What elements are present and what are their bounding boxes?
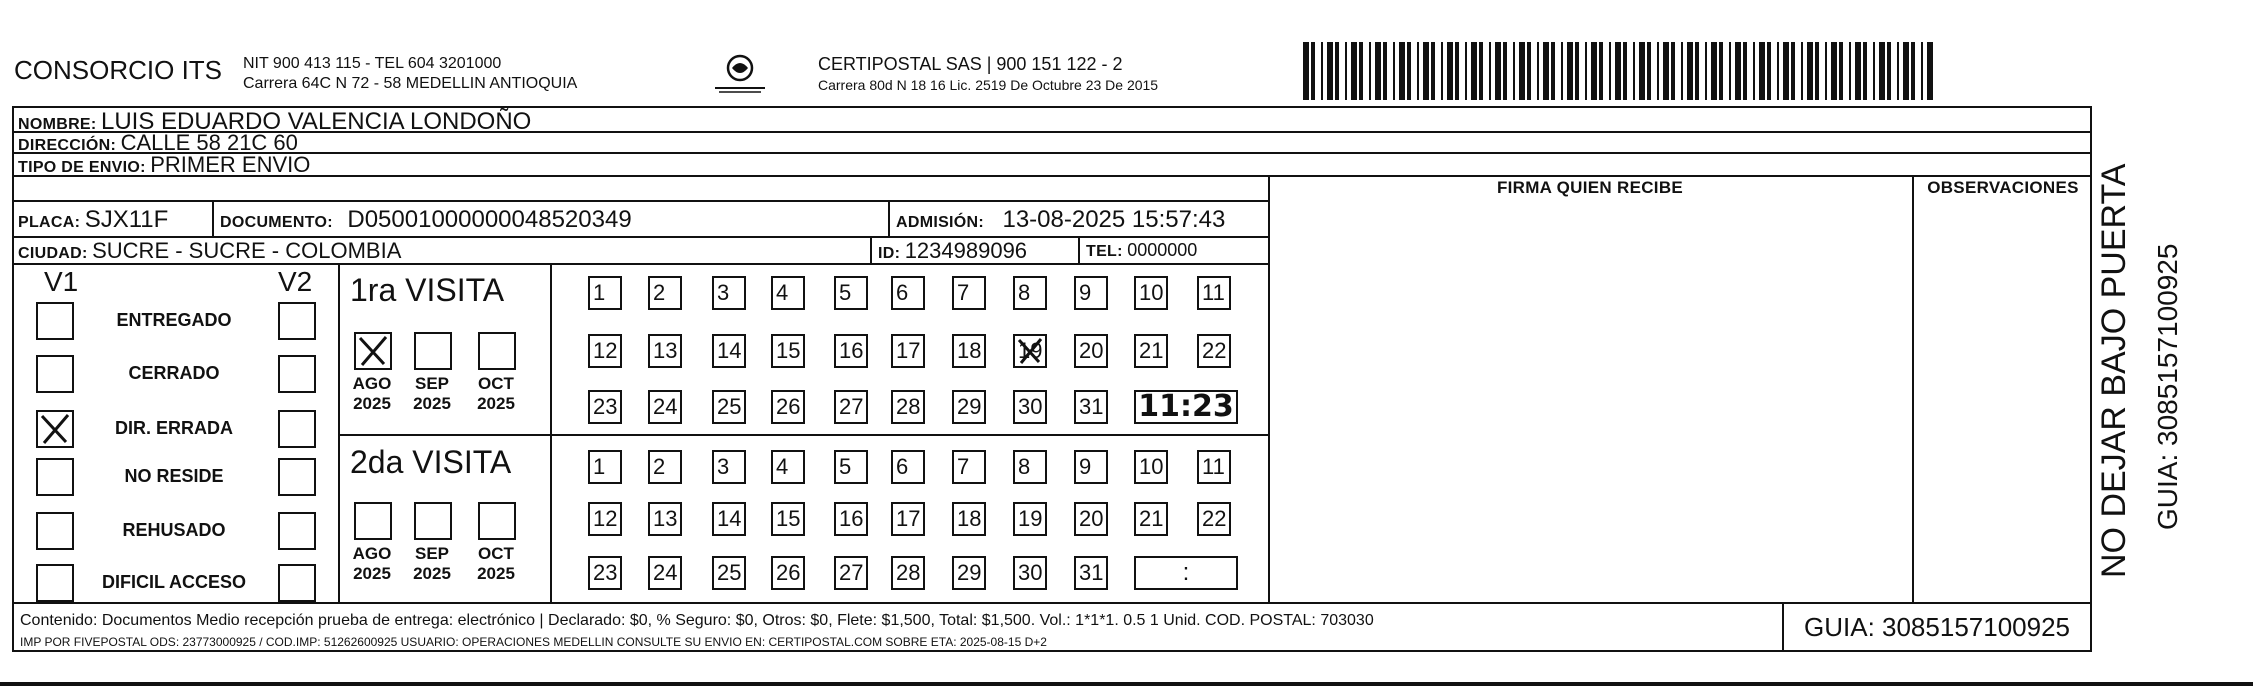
admision-label: ADMISIÓN: — [896, 214, 985, 231]
barcode-bar — [1303, 42, 1309, 100]
placa-label: PLACA: — [18, 214, 81, 231]
month-name: SEP — [414, 544, 450, 563]
barcode-bar — [1903, 42, 1909, 100]
check-mark-icon — [38, 412, 72, 446]
barcode-bar — [1495, 42, 1501, 100]
v2-checkbox[interactable] — [278, 458, 316, 496]
day-box[interactable]: 18 — [952, 334, 986, 368]
barcode-bar — [1567, 42, 1573, 100]
barcode-bar — [1831, 42, 1837, 100]
month-year: 2025 — [353, 564, 391, 583]
day-box[interactable]: 28 — [891, 390, 925, 424]
barcode-bar — [1503, 42, 1507, 100]
month-year: 2025 — [477, 564, 515, 583]
barcode-bar — [1839, 42, 1843, 100]
ciudad-value: SUCRE - SUCRE - COLOMBIA — [92, 238, 402, 263]
barcode-bar — [1423, 42, 1429, 100]
barcode-bar — [1615, 42, 1621, 100]
first-visit-title: 1ra VISITA — [350, 272, 505, 308]
day-box[interactable]: 6 — [891, 276, 925, 310]
barcode-bar — [1657, 42, 1659, 100]
barcode-bar — [1711, 42, 1717, 100]
barcode-bar — [1927, 42, 1933, 100]
barcode-bar — [1575, 42, 1579, 100]
barcode-bar — [1743, 42, 1747, 100]
day-box[interactable]: 19 — [1013, 334, 1047, 368]
barcode-bar — [1537, 42, 1539, 100]
barcode-bar — [1327, 42, 1333, 100]
month-label — [402, 374, 462, 414]
status-option-label: DIR. ERRADA — [114, 418, 233, 438]
contenido-text: Contenido: Documentos Medio recepción prueba de entrega: electrónico | Declarado: $0, % Seguro: $0, Otros: $0, Flete: $1,500, Total: $1,500. Vol.: 1*1*1. 0.5 1 Unid. COD. POSTAL: 703030 — [20, 612, 1374, 629]
direccion-label: DIRECCIÓN: — [18, 137, 117, 154]
barcode-bar — [1599, 42, 1603, 100]
month-year: 2025 — [353, 394, 391, 413]
barcode-bar — [1351, 42, 1357, 100]
barcode-bar — [1897, 42, 1899, 100]
barcode-bar — [1335, 42, 1339, 100]
month-label — [342, 544, 402, 584]
barcode-bar — [1609, 42, 1611, 100]
day-box[interactable]: 10 — [1134, 276, 1168, 310]
v2-checkbox[interactable] — [278, 302, 316, 340]
imp-text: IMP POR FIVEPOSTAL ODS: 23773000925 / COD.IMP: 51262600925 USUARIO: OPERACIONES MEDELLIN CONSULTE SU ENVIO EN: CERTIPOSTAL.COM SOBRE ETA: 2025-08-15 D+2 — [20, 635, 1047, 649]
status-option-label: REHUSADO — [122, 520, 226, 540]
barcode-bar — [1345, 42, 1347, 100]
status-option-label: ENTREGADO — [116, 310, 232, 330]
documento-value: D05001000000048520349 — [347, 206, 632, 233]
barcode-bar — [1879, 42, 1885, 100]
tipo-value: PRIMER ENVIO — [150, 152, 311, 177]
company-nit: NIT 900 413 115 - TEL 604 3201000 — [243, 55, 502, 72]
barcode-bar — [1663, 42, 1669, 100]
day-box[interactable]: 11 — [1197, 276, 1231, 310]
direccion-value: CALLE 58 21C 60 — [120, 130, 298, 155]
tel-cell — [1086, 240, 1197, 261]
v2-label: V2 — [278, 266, 313, 297]
v1-checkbox[interactable] — [36, 458, 74, 496]
day-box[interactable]: 30 — [1013, 390, 1047, 424]
status-option-label: DIFICIL ACCESO — [101, 572, 246, 592]
visit-time-box[interactable]: : — [1134, 556, 1238, 590]
nombre-value: LUIS EDUARDO VALENCIA LONDOÑO — [101, 108, 532, 135]
barcode-bar — [1681, 42, 1683, 100]
barcode-bar — [1777, 42, 1779, 100]
admision-value: 13-08-2025 15:57:43 — [1002, 206, 1226, 233]
day-box[interactable]: 27 — [834, 556, 868, 590]
day-box[interactable]: 3 — [712, 450, 746, 484]
visit-time-box[interactable]: 11:23 — [1134, 390, 1238, 424]
month-year: 2025 — [413, 394, 451, 413]
barcode-bar — [1647, 42, 1651, 100]
v2-checkbox[interactable] — [278, 410, 316, 448]
observaciones-header: OBSERVACIONES — [1927, 178, 2079, 197]
day-box[interactable]: 22 — [1197, 502, 1231, 536]
month-name: AGO — [352, 544, 392, 563]
day-box[interactable]: 9 — [1074, 276, 1108, 310]
barcode-bar — [1873, 42, 1875, 100]
barcode-bar — [1639, 42, 1645, 100]
barcode-bar — [1729, 42, 1731, 100]
barcode-bar — [1887, 42, 1891, 100]
barcode-bar — [1801, 42, 1803, 100]
day-box[interactable]: 15 — [771, 334, 805, 368]
status-option-label: NO RESIDE — [124, 466, 224, 486]
day-box[interactable]: 8 — [1013, 450, 1047, 484]
check-mark-icon — [1015, 336, 1045, 366]
day-box[interactable]: 25 — [712, 390, 746, 424]
barcode-bar — [1455, 42, 1459, 100]
v1-checkbox[interactable] — [36, 564, 74, 602]
month-name: SEP — [414, 374, 450, 393]
side-warning: NO DEJAR BAJO PUERTA — [2095, 163, 2133, 578]
month-checkbox[interactable] — [414, 502, 452, 540]
side-guia: GUIA: 3085157100925 — [2152, 243, 2183, 530]
check-mark-icon — [356, 334, 390, 368]
nombre-label: NOMBRE: — [18, 116, 97, 133]
courier-license: Carrera 80d N 18 16 Lic. 2519 De Octubre 23 De 2015 — [818, 77, 1159, 93]
day-box[interactable]: 9 — [1074, 450, 1108, 484]
month-year: 2025 — [477, 394, 515, 413]
tipo-row — [18, 154, 310, 179]
barcode-bar — [1825, 42, 1827, 100]
barcode-bar — [1369, 42, 1371, 100]
day-box[interactable]: 12 — [588, 502, 622, 536]
ciudad-cell — [18, 238, 401, 264]
id-label: ID: — [878, 245, 901, 262]
barcode-bar — [1671, 42, 1675, 100]
barcode-bar — [1783, 42, 1789, 100]
month-year: 2025 — [413, 564, 451, 583]
tel-label: TEL: — [1086, 243, 1123, 260]
barcode-bar — [1791, 42, 1795, 100]
barcode-bar — [1359, 42, 1363, 100]
barcode-bar — [1921, 42, 1923, 100]
barcode-bar — [1407, 42, 1411, 100]
barcode-bar — [1753, 42, 1755, 100]
day-box[interactable]: 14 — [712, 334, 746, 368]
courier-name: CERTIPOSTAL SAS | 900 151 122 - 2 — [818, 54, 1123, 74]
barcode-bar — [1489, 42, 1491, 100]
barcode-bar — [1551, 42, 1555, 100]
day-box[interactable]: 17 — [891, 502, 925, 536]
barcode-bar — [1911, 42, 1915, 100]
barcode-bar — [1687, 42, 1693, 100]
day-box[interactable]: 12 — [588, 334, 622, 368]
company-address: Carrera 64C N 72 - 58 MEDELLIN ANTIOQUIA — [243, 75, 578, 92]
day-box[interactable]: 26 — [771, 556, 805, 590]
day-box[interactable]: 4 — [771, 276, 805, 310]
barcode-bar — [1447, 42, 1453, 100]
day-box[interactable]: 8 — [1013, 276, 1047, 310]
day-box[interactable]: 23 — [588, 556, 622, 590]
day-box[interactable]: 2 — [648, 450, 682, 484]
day-box[interactable]: 23 — [588, 390, 622, 424]
day-box[interactable]: 18 — [952, 502, 986, 536]
barcode-bar — [1321, 42, 1323, 100]
id-value: 1234989096 — [904, 238, 1028, 263]
day-box[interactable]: 28 — [891, 556, 925, 590]
month-label — [466, 374, 526, 414]
day-box[interactable]: 14 — [712, 502, 746, 536]
barcode-bar — [1375, 42, 1381, 100]
placa-cell — [18, 206, 168, 234]
documento-cell — [220, 206, 632, 234]
day-box[interactable]: 20 — [1074, 502, 1108, 536]
courier-logo-icon — [705, 50, 775, 95]
barcode-bar — [1807, 42, 1813, 100]
barcode-bar — [1849, 42, 1851, 100]
placa-value: SJX11F — [84, 206, 169, 233]
barcode-bar — [1393, 42, 1395, 100]
month-checkbox[interactable] — [354, 502, 392, 540]
documento-label: DOCUMENTO: — [220, 214, 333, 231]
tel-value: 0000000 — [1127, 240, 1198, 260]
day-box[interactable]: 21 — [1134, 334, 1168, 368]
month-name: OCT — [478, 374, 514, 393]
barcode-bar — [1705, 42, 1707, 100]
day-box[interactable]: 24 — [648, 390, 682, 424]
barcode-bar — [1479, 42, 1483, 100]
barcode-bar — [1513, 42, 1515, 100]
day-box[interactable]: 31 — [1074, 390, 1108, 424]
day-box[interactable]: 15 — [771, 502, 805, 536]
barcode-bar — [1311, 42, 1315, 100]
barcode-bar — [1695, 42, 1699, 100]
day-box[interactable]: 26 — [771, 390, 805, 424]
day-box[interactable]: 7 — [952, 450, 986, 484]
footer-guia: GUIA: 3085157100925 — [1804, 612, 2070, 642]
barcode-bar — [1623, 42, 1627, 100]
day-box[interactable]: 10 — [1134, 450, 1168, 484]
v2-checkbox[interactable] — [278, 564, 316, 602]
day-box[interactable]: 7 — [952, 276, 986, 310]
barcode-bar — [1633, 42, 1635, 100]
day-box[interactable]: 16 — [834, 334, 868, 368]
day-box[interactable]: 17 — [891, 334, 925, 368]
barcode-bar — [1519, 42, 1525, 100]
ciudad-label: CIUDAD: — [18, 245, 88, 262]
barcode-bar — [1855, 42, 1861, 100]
barcode-bar — [1543, 42, 1549, 100]
day-box[interactable]: 11 — [1197, 450, 1231, 484]
day-box[interactable]: 31 — [1074, 556, 1108, 590]
barcode-bar — [1767, 42, 1771, 100]
v1-checkbox[interactable] — [36, 512, 74, 550]
v2-checkbox[interactable] — [278, 355, 316, 393]
barcode-bar — [1465, 42, 1467, 100]
day-box[interactable]: 13 — [648, 502, 682, 536]
barcode-bar — [1441, 42, 1443, 100]
barcode-bar — [1719, 42, 1723, 100]
v1-label: V1 — [44, 266, 79, 297]
day-box[interactable]: 6 — [891, 450, 925, 484]
v1-checkbox[interactable] — [36, 410, 74, 448]
day-box[interactable]: 21 — [1134, 502, 1168, 536]
v1-checkbox[interactable] — [36, 302, 74, 340]
barcode-bar — [1383, 42, 1387, 100]
admision-cell — [896, 206, 1225, 234]
firma-header: FIRMA QUIEN RECIBE — [1496, 178, 1684, 197]
day-box[interactable]: 5 — [834, 276, 868, 310]
month-checkbox[interactable] — [354, 332, 392, 370]
day-box[interactable]: 27 — [834, 390, 868, 424]
day-box[interactable]: 1 — [588, 276, 622, 310]
day-box[interactable]: 29 — [952, 556, 986, 590]
second-visit-title: 2da VISITA — [350, 444, 512, 480]
tipo-label: TIPO DE ENVIO: — [18, 159, 146, 176]
barcode-bar — [1759, 42, 1765, 100]
day-box[interactable]: 30 — [1013, 556, 1047, 590]
month-checkbox[interactable] — [478, 502, 516, 540]
v1-checkbox[interactable] — [36, 355, 74, 393]
month-name: OCT — [478, 544, 514, 563]
company-name: CONSORCIO ITS — [14, 55, 223, 85]
day-box[interactable]: 1 — [588, 450, 622, 484]
barcode-bar — [1527, 42, 1531, 100]
barcode — [1303, 42, 1943, 100]
barcode-bar — [1561, 42, 1563, 100]
month-checkbox[interactable] — [414, 332, 452, 370]
day-box[interactable]: 16 — [834, 502, 868, 536]
month-checkbox[interactable] — [478, 332, 516, 370]
month-label — [466, 544, 526, 584]
day-box[interactable]: 3 — [712, 276, 746, 310]
barcode-bar — [1399, 42, 1405, 100]
day-box[interactable]: 19 — [1013, 502, 1047, 536]
barcode-bar — [1735, 42, 1741, 100]
barcode-bar — [1431, 42, 1435, 100]
day-box[interactable]: 2 — [648, 276, 682, 310]
barcode-bar — [1815, 42, 1819, 100]
v2-checkbox[interactable] — [278, 512, 316, 550]
day-box[interactable]: 5 — [834, 450, 868, 484]
month-label — [342, 374, 402, 414]
day-box[interactable]: 4 — [771, 450, 805, 484]
day-box[interactable]: 24 — [648, 556, 682, 590]
day-box[interactable]: 22 — [1197, 334, 1231, 368]
day-box[interactable]: 25 — [712, 556, 746, 590]
day-box[interactable]: 20 — [1074, 334, 1108, 368]
day-box[interactable]: 29 — [952, 390, 986, 424]
day-box[interactable]: 13 — [648, 334, 682, 368]
barcode-bar — [1591, 42, 1597, 100]
barcode-bar — [1863, 42, 1867, 100]
status-option-label: CERRADO — [128, 363, 220, 383]
barcode-bar — [1471, 42, 1477, 100]
id-cell — [878, 238, 1027, 264]
barcode-bar — [1417, 42, 1419, 100]
month-name: AGO — [352, 374, 392, 393]
month-label — [402, 544, 462, 584]
barcode-bar — [1585, 42, 1587, 100]
